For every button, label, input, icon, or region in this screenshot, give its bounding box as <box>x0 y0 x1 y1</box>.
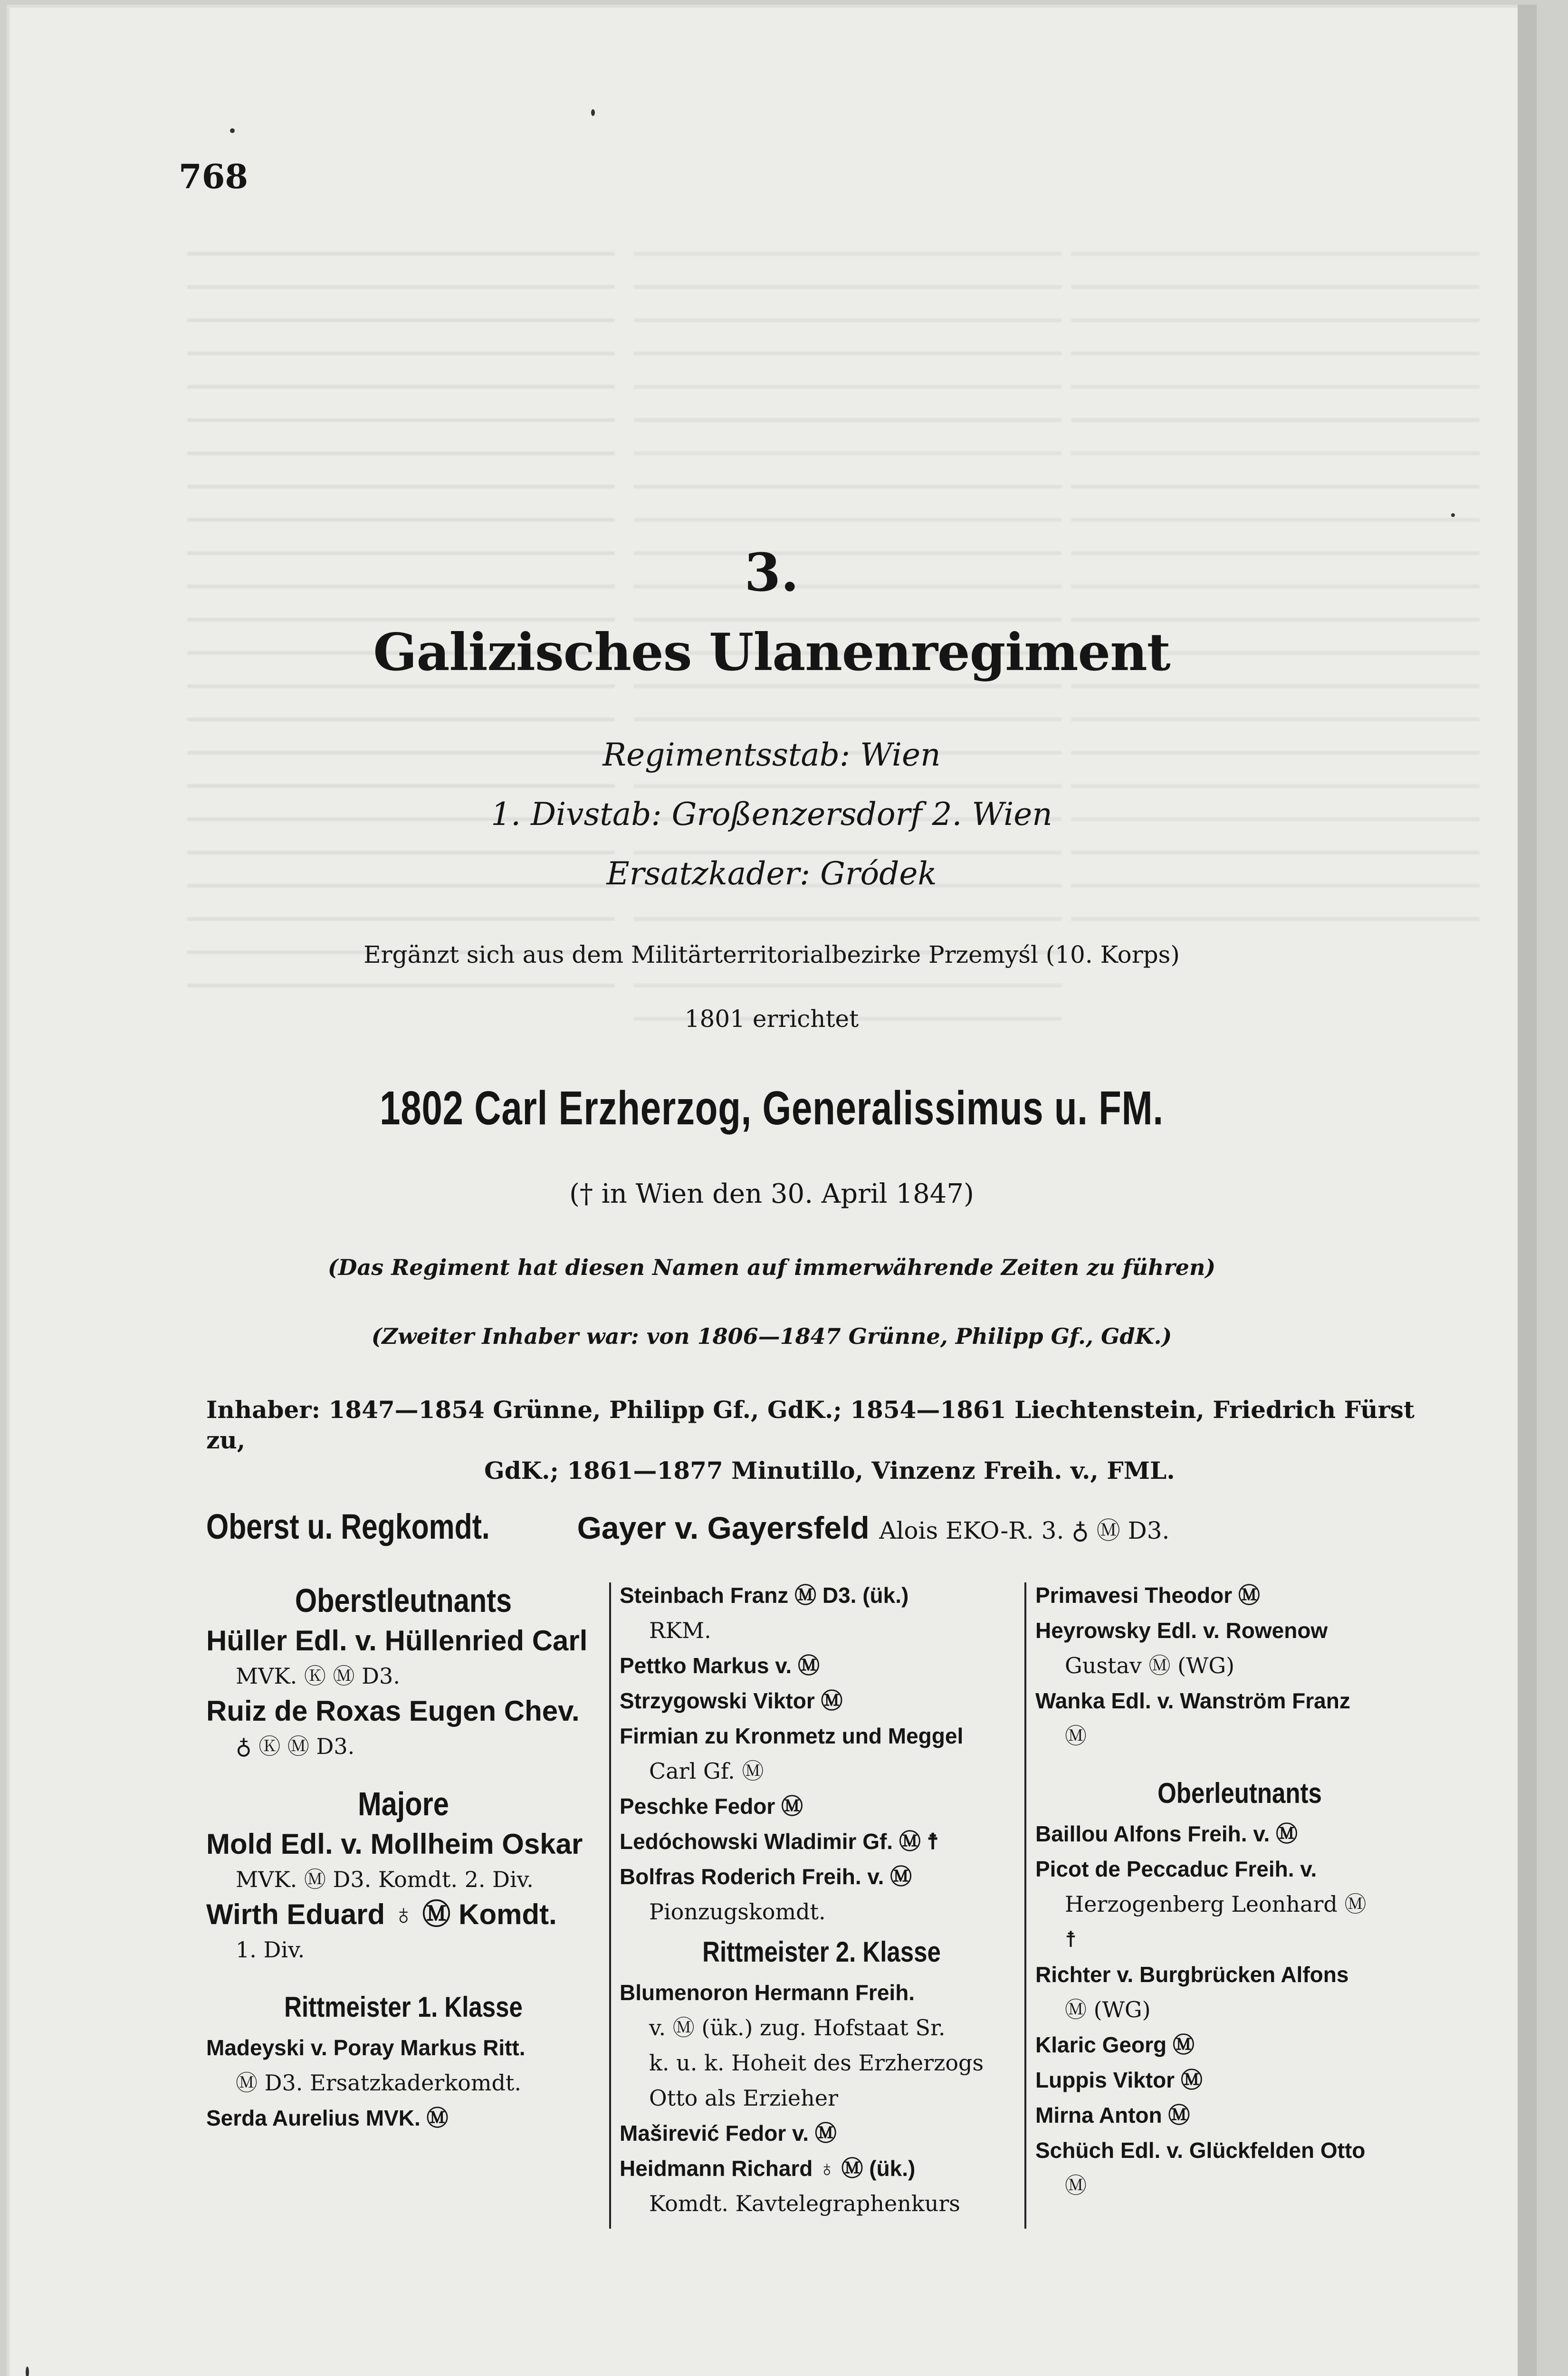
list-item-cont: Carl Gf. Ⓜ <box>649 1758 764 1784</box>
colonel-name: Gayer v. Gayersfeld <box>577 1510 870 1545</box>
scan-speck <box>1451 513 1455 517</box>
established-year: 1801 errichtet <box>684 1005 859 1033</box>
name-note: (Das Regiment hat diesen Namen auf immerwährende Zeiten zu führen) <box>327 1255 1216 1280</box>
regiment-staff: Regimentsstab: Wien <box>602 737 941 773</box>
owners-label: Inhaber: <box>206 1396 321 1424</box>
list-item: Baillou Alfons Freih. v. Ⓜ <box>1035 1821 1298 1846</box>
second-owner-note: (Zweiter Inhaber war: von 1806—1847 Grünne, Philipp Gf., GdK.) <box>371 1323 1172 1349</box>
heading-oberstleutnants: Oberstleutnants <box>295 1582 512 1619</box>
scan-speck <box>591 109 595 116</box>
list-item: Blumenoron Hermann Freih. <box>620 1980 915 2005</box>
colonel-label: Oberst u. Regkomdt. <box>206 1507 490 1546</box>
division-staff: 1. Divstab: Großenzersdorf 2. Wien <box>491 796 1052 833</box>
list-item-cont: k. u. k. Hoheit des Erzherzogs <box>649 2050 984 2076</box>
column-divider-2 <box>1024 1582 1026 2229</box>
list-item: Mirna Anton Ⓜ <box>1035 2103 1190 2127</box>
roster-column-1 <box>206 1578 601 2136</box>
list-item-cont: ☨ <box>1065 1926 1077 1952</box>
list-item-cont: MVK. Ⓜ D3. Komdt. 2. Div. <box>236 1867 534 1892</box>
list-item-cont: Ⓜ <box>1065 1723 1087 1749</box>
heading-majore: Majore <box>358 1785 449 1822</box>
list-item: Primavesi Theodor Ⓜ <box>1035 1583 1260 1608</box>
roster-column-2 <box>620 1578 1023 2221</box>
list-item: Pettko Markus v. Ⓜ <box>620 1653 820 1678</box>
list-item: Mold Edl. v. Mollheim Oskar <box>206 1828 583 1860</box>
list-item-cont: Komdt. Kavtelegraphenkurs <box>649 2191 960 2216</box>
reserve-cadre: Ersatzkader: Gródek <box>606 855 937 892</box>
owners-block <box>206 1395 1427 1486</box>
roster-column-3 <box>1035 1578 1444 2203</box>
page-number: 768 <box>179 157 249 196</box>
list-item: Strzygowski Viktor Ⓜ <box>620 1688 843 1713</box>
list-item-cont: Herzogenberg Leonhard Ⓜ <box>1065 1891 1367 1917</box>
list-item: Richter v. Burgbrücken Alfons <box>1035 1962 1349 1987</box>
scan-speck <box>26 2366 29 2376</box>
list-item: Firmian zu Kronmetz und Meggel <box>620 1724 964 1748</box>
list-item-cont: Ⓜ <box>1065 2173 1087 2198</box>
colonel-details: Alois EKO-R. 3. ♁ Ⓜ D3. <box>879 1517 1170 1544</box>
list-item-cont: Pionzugskomdt. <box>649 1899 826 1925</box>
list-item: Bolfras Roderich Freih. v. Ⓜ <box>620 1864 912 1889</box>
heading-rittmeister-2: Rittmeister 2. Klasse <box>702 1936 941 1968</box>
regiment-number: 3. <box>744 542 799 603</box>
namesake-death: († in Wien den 30. April 1847) <box>569 1178 974 1209</box>
list-item-cont: ♁ Ⓚ Ⓜ D3. <box>236 1734 355 1759</box>
list-item-cont: Ⓜ (WG) <box>1065 1997 1151 2022</box>
regiment-title: Galizisches Ulanenregiment <box>373 623 1170 682</box>
recruitment-district: Ergänzt sich aus dem Militärterritorialbezirke Przemyśl (10. Korps) <box>363 941 1180 968</box>
list-item-cont: MVK. Ⓚ Ⓜ D3. <box>236 1663 400 1689</box>
list-item: Hüller Edl. v. Hüllenried Carl <box>206 1625 588 1657</box>
list-item: Ruiz de Roxas Eugen Chev. <box>206 1695 580 1727</box>
list-item: Heyrowsky Edl. v. Rowenow <box>1035 1618 1328 1643</box>
list-item: Wirth Eduard ♁ Ⓜ Komdt. <box>206 1898 557 1930</box>
list-item-cont: 1. Div. <box>236 1937 305 1963</box>
list-item: Serda Aurelius MVK. Ⓜ <box>206 2106 449 2130</box>
book-page <box>7 5 1537 2376</box>
scan-speck <box>230 128 235 133</box>
list-item: Maširević Fedor v. Ⓜ <box>620 2121 837 2146</box>
list-item: Steinbach Franz Ⓜ D3. (ük.) <box>620 1583 909 1608</box>
list-item: Wanka Edl. v. Wanström Franz <box>1035 1688 1350 1713</box>
list-item: Picot de Peccaduc Freih. v. <box>1035 1857 1317 1881</box>
list-item-cont: Otto als Erzieher <box>649 2085 838 2111</box>
heading-oberleutnants: Oberleutnants <box>1157 1777 1322 1809</box>
list-item: Luppis Viktor Ⓜ <box>1035 2068 1203 2092</box>
namesake-heading: 1802 Carl Erzherzog, Generalissimus u. FM. <box>380 1082 1164 1135</box>
list-item: Ledóchowski Wladimir Gf. Ⓜ ☨ <box>620 1829 939 1854</box>
list-item: Klaric Georg Ⓜ <box>1035 2032 1195 2057</box>
owners-line-1 <box>206 1395 1427 1456</box>
list-item-cont: RKM. <box>649 1618 711 1643</box>
colonel-line <box>206 1506 1489 1547</box>
list-item-cont: Ⓜ D3. Ersatzkaderkomdt. <box>236 2070 522 2096</box>
owners-line-2: GdK.; 1861—1877 Minutillo, Vinzenz Freih. v., FML. <box>484 1456 1175 1485</box>
list-item: Heidmann Richard ♁ Ⓜ (ük.) <box>620 2156 916 2181</box>
list-item: Madeyski v. Poray Markus Ritt. <box>206 2035 526 2060</box>
list-item-cont: Gustav Ⓜ (WG) <box>1065 1653 1235 1678</box>
heading-rittmeister-1: Rittmeister 1. Klasse <box>284 1991 523 2023</box>
list-item-cont: v. Ⓜ (ük.) zug. Hofstaat Sr. <box>649 2015 946 2041</box>
owners-text-1: 1847—1854 Grünne, Philipp Gf., GdK.; 1854—1861 Liechtenstein, Friedrich Fürst zu, <box>206 1396 1415 1454</box>
list-item: Schüch Edl. v. Glückfelden Otto <box>1035 2138 1366 2163</box>
list-item: Peschke Fedor Ⓜ <box>620 1794 803 1819</box>
column-divider-1 <box>609 1582 611 2229</box>
